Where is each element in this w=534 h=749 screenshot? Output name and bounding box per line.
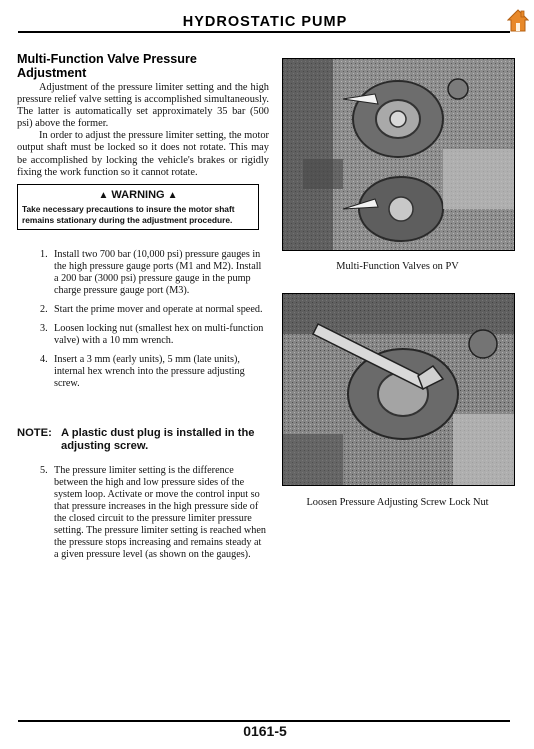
step-text: The pressure limiter setting is the difference between the high and low pressure sides of the system loop. Activate or move the control input so that pressure increases in the high pressure side of the closed circuit to the pressure limiter pressure setting. The pressure limiter setting is reached when the pressure stops increasing and remains steady at a given pressure level (as shown on the gauges).: [54, 465, 266, 560]
step-number: 1.: [40, 249, 48, 260]
step-number: 2.: [40, 304, 48, 315]
footer-rule: [18, 720, 510, 722]
procedure-step: [40, 323, 266, 347]
header-rule: [18, 31, 510, 33]
note-label: NOTE:: [17, 427, 52, 439]
step-text: Start the prime mover and operate at normal speed.: [54, 304, 263, 315]
step-number: 3.: [40, 323, 48, 334]
page-header-title: HYDROSTATIC PUMP: [182, 14, 348, 30]
procedure-steps: [40, 249, 266, 397]
home-icon[interactable]: [507, 8, 529, 34]
warning-title-row: [22, 189, 254, 201]
procedure-step: [40, 304, 266, 316]
warning-triangle-icon: ▲: [98, 190, 109, 201]
figure-caption: Loosen Pressure Adjusting Screw Lock Nut: [306, 497, 489, 508]
step-text: Insert a 3 mm (early units), 5 mm (late units), internal hex wrench into the pressure adjusting screw.: [54, 354, 245, 389]
step-text: Loosen locking nut (smallest hex on multi-function valve) with a 10 mm wrench.: [54, 323, 264, 346]
step-number: 5.: [40, 465, 48, 476]
warning-title: WARNING: [111, 189, 165, 201]
procedure-step: [40, 354, 266, 390]
warning-box: [17, 184, 259, 230]
figure-caption: Multi-Function Valves on PV: [336, 261, 459, 272]
intro-paragraph-2: In order to adjust the pressure limiter setting, the motor output shaft must be locked so it does not rotate. This may be accomplished by locking the vehicle's brakes or rigidly fixing the work function so it cannot rotate.: [17, 130, 269, 178]
page-number: 0161-5: [243, 723, 287, 739]
intro-section: [17, 52, 269, 179]
warning-text: Take necessary precautions to insure the motor shaft remains stationary during the adjustment procedure.: [22, 204, 235, 225]
wrench-photo: [282, 293, 515, 486]
intro-paragraph-1: Adjustment of the pressure limiter setting and the high pressure relief valve setting is accomplished simultaneously. The latter is automatically set approximately 35 bar (500 psi) above the former.: [17, 82, 269, 130]
step-number: 4.: [40, 354, 48, 365]
warning-triangle-icon: ▲: [167, 190, 178, 201]
note-text: A plastic dust plug is installed in the adjusting screw.: [61, 427, 255, 452]
step-text: Install two 700 bar (10,000 psi) pressure gauges in the high pressure gauge ports (M1 and M2). Install a 200 bar (3000 psi) pressure gauge in the pump charge pressure gauge port (M3).: [54, 249, 262, 296]
valve-photo: [282, 58, 515, 251]
section-heading: Multi-Function Valve Pressure Adjustment: [17, 52, 197, 80]
procedure-step: [40, 465, 266, 561]
procedure-steps-continued: [40, 465, 266, 561]
procedure-step: [40, 249, 266, 297]
